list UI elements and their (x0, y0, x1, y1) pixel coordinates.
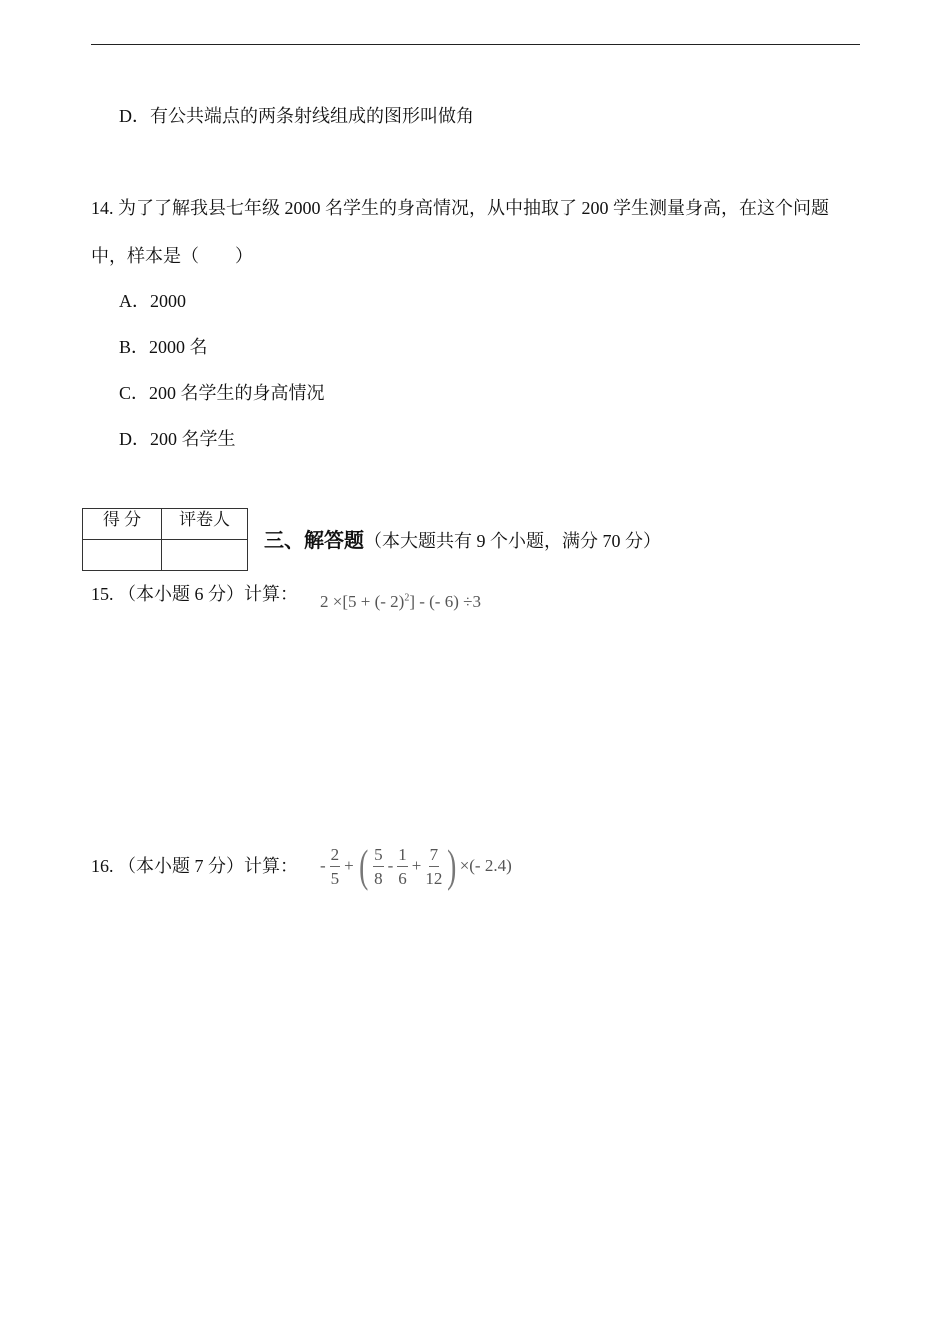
section-title: 三、解答题 (264, 528, 364, 552)
q14-option-d: D．200 名学生 (119, 429, 236, 449)
q14-stem-line1: 14. 为了了解我县七年级 2000 名学生的身高情况，从中抽取了 200 学生测量身高，在这个问题 (91, 198, 829, 218)
q15-expr-part-a: 2 ×[5 + (- 2) (320, 592, 405, 611)
score-header: 得 分 (83, 509, 162, 540)
q15-prefix: 15. （本小题 6 分）计算： (91, 584, 298, 604)
q16-minus: - (320, 856, 326, 875)
q16-f2-den: 8 (374, 868, 383, 888)
q16-left-paren: ( (358, 840, 369, 891)
q16-f3-num: 1 (397, 845, 408, 867)
q15-expression (320, 592, 481, 612)
section-subtitle: （本大题共有 9 个小题，满分 70 分） (364, 531, 661, 551)
q15-expr-part-b: ] - (- 6) ÷3 (409, 592, 481, 611)
q14-option-b: B．2000 名 (119, 337, 208, 357)
score-cell (83, 540, 162, 571)
q16-plus: + (344, 856, 354, 875)
q16-right-paren: ) (447, 840, 457, 891)
q16-fraction-1 (330, 845, 341, 888)
q14-stem-line2: 中，样本是（ ） (91, 246, 253, 266)
q16-fraction-4 (425, 845, 442, 888)
q14-option-a: A．2000 (119, 291, 186, 311)
q16-f1-den: 5 (330, 868, 340, 888)
q16-f2-num: 5 (373, 845, 384, 867)
q16-f4-num: 7 (429, 845, 440, 867)
q16-tail: ×(- 2.4) (459, 856, 512, 875)
q16-fraction-3 (397, 845, 408, 888)
q16-f4-den: 12 (425, 868, 443, 888)
q16-f1-num: 2 (330, 845, 341, 867)
q16-minus-2: - (387, 856, 394, 875)
q15-exponent: 2 (404, 592, 410, 604)
q16-fraction-2 (373, 845, 384, 888)
header-rule (91, 44, 860, 45)
score-table (82, 508, 248, 571)
q16-plus-2: + (411, 856, 422, 875)
grader-header: 评卷人 (162, 509, 248, 540)
q16-f3-den: 6 (398, 868, 407, 888)
q16-prefix: 16. （本小题 7 分）计算： (91, 856, 298, 876)
q16-expression (318, 840, 512, 892)
q14-option-c: C．200 名学生的身高情况 (119, 383, 325, 403)
section-heading (264, 524, 661, 553)
grader-cell (162, 540, 248, 571)
q13-option-d: D．有公共端点的两条射线组成的图形叫做角 (119, 106, 474, 126)
